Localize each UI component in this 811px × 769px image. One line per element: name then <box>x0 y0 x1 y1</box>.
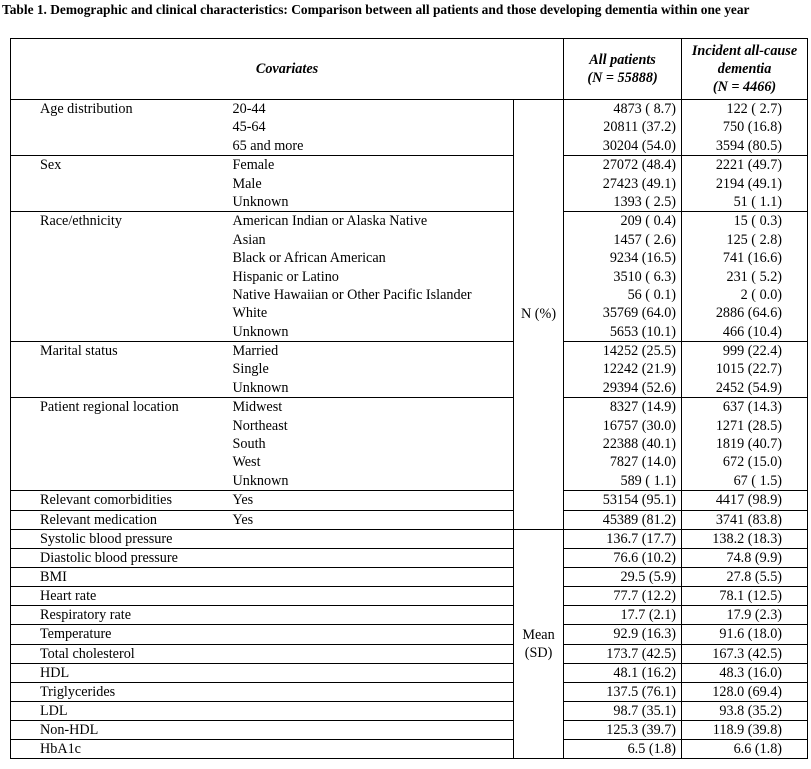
covariate-text: Respiratory rate <box>40 607 131 624</box>
all-patients-value: 76.6 (10.2) <box>564 549 682 568</box>
incident-dementia-n: (N = 4466) <box>712 79 777 95</box>
table-row <box>11 342 808 398</box>
stat-type-mean-sd <box>514 529 564 758</box>
table-row <box>11 549 808 568</box>
incident-dementia-label: Incident all-cause dementia <box>691 43 798 77</box>
table-row <box>11 491 808 510</box>
category-label: Black or African American <box>232 250 386 267</box>
table-row <box>11 606 808 625</box>
table-row <box>11 529 808 548</box>
covariate-text: Diastolic blood pressure <box>40 550 178 567</box>
table-row <box>11 682 808 701</box>
all-patients-value: 29394 (52.6) <box>602 379 677 396</box>
incident-value: 27.8 (5.5) <box>682 568 808 587</box>
all-patients-value: 20811 (37.2) <box>603 119 677 136</box>
all-patients-value: 4873 ( 8.7) <box>613 101 677 117</box>
covariate-label <box>11 568 514 587</box>
covariate-label: Marital status <box>11 342 233 398</box>
all-patients-n: (N = 55888) <box>587 70 658 86</box>
all-patients-values <box>564 342 682 398</box>
category-label: 65 and more <box>232 137 304 154</box>
table-row <box>11 625 808 644</box>
incident-value: 128.0 (69.4) <box>682 682 808 701</box>
incident-value: 1271 (28.5) <box>715 417 783 434</box>
category-label: Unknown <box>232 379 289 396</box>
all-patients-values <box>564 100 682 156</box>
incident-value: 231 ( 5.2) <box>726 268 783 285</box>
covariate-label <box>11 644 514 663</box>
all-patients-value: 22388 (40.1) <box>602 436 677 453</box>
all-patients-value: 77.7 (12.2) <box>564 587 682 606</box>
incident-value: 118.9 (39.8) <box>682 720 808 739</box>
incident-value: 17.9 (2.3) <box>682 606 808 625</box>
incident-value: 122 ( 2.7) <box>726 101 783 117</box>
category-label: Yes <box>232 492 254 509</box>
incident-value: 74.8 (9.9) <box>682 549 808 568</box>
covariate-text: HDL <box>40 664 70 681</box>
all-patients-value: 1393 ( 2.5) <box>613 193 677 210</box>
covariate-label: Race/ethnicity <box>11 212 233 342</box>
all-patients-value: 9234 (16.5) <box>609 250 677 267</box>
all-patients-values <box>564 491 682 510</box>
category-label: White <box>232 305 268 322</box>
covariate-text: Non-HDL <box>40 721 99 738</box>
all-patients-value: 125.3 (39.7) <box>564 720 682 739</box>
incident-value: 2194 (49.1) <box>715 175 783 192</box>
covariate-text: Temperature <box>40 626 112 643</box>
stat-type-npct: N (%) <box>514 100 564 530</box>
category-label: 45-64 <box>232 119 266 136</box>
incident-value: 750 (16.8) <box>722 119 783 136</box>
covariate-label: Age distribution <box>11 100 233 156</box>
incident-value: 93.8 (35.2) <box>682 701 808 720</box>
incident-values <box>682 156 808 212</box>
table-row <box>11 568 808 587</box>
all-patients-value: 30204 (54.0) <box>602 137 677 154</box>
all-patients-value: 35769 (64.0) <box>602 305 677 322</box>
incident-value: 78.1 (12.5) <box>682 587 808 606</box>
incident-value: 637 (14.3) <box>722 399 783 416</box>
table-row <box>11 156 808 212</box>
covariate-text: HbA1c <box>40 741 81 758</box>
covariate-text: Triglycerides <box>40 683 116 700</box>
table-row <box>11 740 808 759</box>
incident-value: 125 ( 2.8) <box>726 231 783 248</box>
all-patients-value: 14252 (25.5) <box>602 343 677 360</box>
all-patients-value: 16757 (30.0) <box>602 417 677 434</box>
table-row <box>11 212 808 342</box>
incident-value: 48.3 (16.0) <box>682 663 808 682</box>
category-label: Native Hawaiian or Other Pacific Islander <box>232 286 472 303</box>
table-row <box>11 398 808 491</box>
incident-dementia-header <box>682 39 808 100</box>
all-patients-value: 137.5 (76.1) <box>564 682 682 701</box>
incident-value: 1819 (40.7) <box>715 436 783 453</box>
incident-value: 999 (22.4) <box>722 343 783 360</box>
covariate-text: Total cholesterol <box>40 645 135 662</box>
incident-value: 15 ( 0.3) <box>733 213 783 230</box>
category-label: Unknown <box>232 193 289 210</box>
all-patients-value: 27072 (48.4) <box>602 157 677 174</box>
category-label: Single <box>232 361 269 378</box>
table-row <box>11 644 808 663</box>
incident-value: 3594 (80.5) <box>715 137 783 154</box>
all-patients-value: 12242 (21.9) <box>602 361 677 378</box>
incident-value: 2886 (64.6) <box>715 305 783 322</box>
incident-value: 167.3 (42.5) <box>682 644 808 663</box>
all-patients-value: 98.7 (35.1) <box>564 701 682 720</box>
covariates-header: Covariates <box>11 39 564 100</box>
incident-value: 51 ( 1.1) <box>733 193 783 210</box>
category-label: Hispanic or Latino <box>232 268 339 285</box>
covariate-label <box>11 740 514 759</box>
characteristics-table <box>10 38 808 759</box>
category-list <box>233 156 514 212</box>
all-patients-value: 8327 (14.9) <box>609 399 677 416</box>
category-label: Married <box>232 343 279 360</box>
category-label: Female <box>232 157 275 174</box>
all-patients-header <box>564 39 682 100</box>
incident-value: 2221 (49.7) <box>715 157 783 174</box>
table-row <box>11 100 808 156</box>
covariate-text: BMI <box>40 569 67 586</box>
covariate-label <box>11 606 514 625</box>
incident-values <box>682 342 808 398</box>
category-list <box>233 212 514 342</box>
incident-values <box>682 491 808 510</box>
incident-value: 672 (15.0) <box>722 454 783 471</box>
covariate-label <box>11 682 514 701</box>
covariate-text: Heart rate <box>40 588 97 605</box>
all-patients-value: 92.9 (16.3) <box>564 625 682 644</box>
incident-value: 741 (16.6) <box>722 250 783 267</box>
category-label: Midwest <box>232 399 283 416</box>
covariate-label <box>11 720 514 739</box>
covariate-text: LDL <box>40 702 68 719</box>
incident-value: 67 ( 1.5) <box>733 472 783 489</box>
incident-value: 3741 (83.8) <box>715 511 783 528</box>
category-label: American Indian or Alaska Native <box>232 213 428 230</box>
all-patients-values <box>564 212 682 342</box>
all-patients-value: 589 ( 1.1) <box>620 472 677 489</box>
category-label: Yes <box>232 511 254 528</box>
all-patients-label: All patients <box>589 52 656 68</box>
covariate-text: Systolic blood pressure <box>40 530 173 547</box>
table-row <box>11 720 808 739</box>
category-list <box>233 491 514 510</box>
table-row <box>11 663 808 682</box>
covariate-label: Relevant medication <box>11 510 233 529</box>
covariate-label <box>11 625 514 644</box>
all-patients-value: 29.5 (5.9) <box>564 568 682 587</box>
incident-value: 4417 (98.9) <box>715 492 783 509</box>
all-patients-value: 27423 (49.1) <box>602 175 677 192</box>
all-patients-values <box>564 398 682 491</box>
all-patients-value: 6.5 (1.8) <box>564 740 682 759</box>
incident-value: 6.6 (1.8) <box>682 740 808 759</box>
all-patients-value: 56 ( 0.1) <box>627 286 677 303</box>
table-row <box>11 701 808 720</box>
incident-value: 2 ( 0.0) <box>740 286 783 303</box>
category-list <box>233 398 514 491</box>
header-row <box>11 39 808 100</box>
covariate-label <box>11 549 514 568</box>
table-body <box>11 100 808 759</box>
incident-values <box>682 398 808 491</box>
covariate-label <box>11 529 514 548</box>
all-patients-value: 53154 (95.1) <box>602 492 677 509</box>
all-patients-value: 1457 ( 2.6) <box>613 231 677 248</box>
category-list <box>233 510 514 529</box>
covariate-label: Sex <box>11 156 233 212</box>
all-patients-values <box>564 510 682 529</box>
covariate-label <box>11 587 514 606</box>
covariate-label <box>11 663 514 682</box>
category-list <box>233 342 514 398</box>
all-patients-value: 45389 (81.2) <box>602 511 677 528</box>
incident-value: 138.2 (18.3) <box>682 529 808 548</box>
incident-values <box>682 510 808 529</box>
incident-values <box>682 212 808 342</box>
covariate-label <box>11 701 514 720</box>
incident-value: 1015 (22.7) <box>715 361 783 378</box>
category-label: Unknown <box>232 472 289 489</box>
category-list <box>233 100 514 156</box>
covariate-label: Relevant comorbidities <box>11 491 233 510</box>
mean-label: Mean <box>522 627 555 644</box>
all-patients-value: 17.7 (2.1) <box>564 606 682 625</box>
sd-label: (SD) <box>524 645 553 662</box>
covariate-label: Patient regional location <box>11 398 233 491</box>
all-patients-value: 5653 (10.1) <box>609 323 677 340</box>
all-patients-value: 173.7 (42.5) <box>564 644 682 663</box>
table-row <box>11 510 808 529</box>
category-label: Male <box>232 175 262 192</box>
category-label: Asian <box>232 231 266 248</box>
incident-values <box>682 100 808 156</box>
all-patients-value: 48.1 (16.2) <box>564 663 682 682</box>
category-label: 20-44 <box>232 101 266 117</box>
all-patients-value: 209 ( 0.4) <box>620 213 677 230</box>
incident-value: 2452 (54.9) <box>715 379 783 396</box>
all-patients-value: 3510 ( 6.3) <box>613 268 677 285</box>
table-caption: Table 1. Demographic and clinical characteristics: Comparison between all patients and those developing dementia within one year <box>2 2 750 17</box>
category-label: Northeast <box>232 417 288 434</box>
incident-value: 91.6 (18.0) <box>682 625 808 644</box>
category-label: South <box>232 436 266 453</box>
incident-value: 466 (10.4) <box>722 323 783 340</box>
all-patients-value: 7827 (14.0) <box>609 454 677 471</box>
all-patients-values <box>564 156 682 212</box>
category-label: West <box>232 454 261 471</box>
all-patients-value: 136.7 (17.7) <box>564 529 682 548</box>
category-label: Unknown <box>232 323 289 340</box>
table-row <box>11 587 808 606</box>
